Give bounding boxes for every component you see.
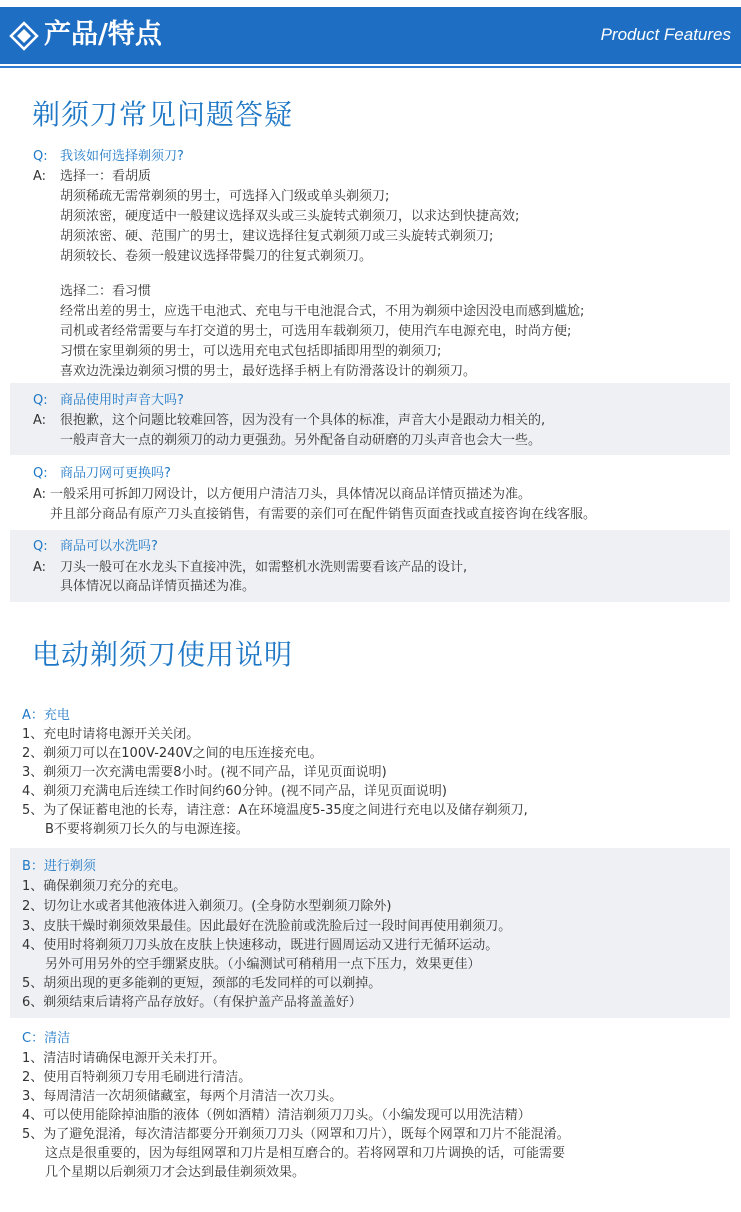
manual-line: 1、充电时请将电源开关关闭。 xyxy=(22,727,200,742)
manual-shaving xyxy=(10,848,730,1018)
manual-line: B不要将剃须刀长久的与电源连接。 xyxy=(45,822,249,837)
manual-line: 4、剃须刀充满电后连续工作时间约60分钟。(视不同产品，详见页面说明) xyxy=(22,784,447,799)
answer-line: 胡须浓密，硬度适中一般建议选择双头或三头旋转式剃须刀，以求达到快捷高效; xyxy=(60,209,520,224)
answer-line: 选择二：看习惯 xyxy=(60,284,152,299)
manual-line: 另外可用另外的空手绷紧皮肤。（小编测试可稍稍用一点下压力，效果更佳） xyxy=(45,957,481,972)
answer-line: 具体情况以商品详情页描述为准。 xyxy=(60,579,256,594)
answer-prefix: A: xyxy=(33,560,47,575)
answer-line: 选择一：看胡质 xyxy=(60,169,152,184)
manual-line: 2、剃须刀可以在100V-240V之间的电压连接充电。 xyxy=(22,746,323,761)
manual-section-title: 电动剃须刀使用说明 xyxy=(32,638,294,671)
manual-line: 5、为了保证蓄电池的长寿，请注意：A在环境温度5-35度之间进行充电以及储存剃须刀, xyxy=(22,803,528,818)
answer-line: 一般采用可拆卸刀网设计，以方便用户清洁刀头，具体情况以商品详情页描述为准。 xyxy=(50,487,532,502)
faq-item-noise xyxy=(10,383,730,455)
manual-line: 2、使用百特剃须刀专用毛刷进行清洁。 xyxy=(22,1070,252,1085)
manual-line: 4、使用时将剃须刀刀头放在皮肤上快速移动，既进行圆周运动又进行无循环运动。 xyxy=(22,938,499,953)
question-text: 商品刀网可更换吗? xyxy=(60,466,171,481)
manual-line: 5、胡须出现的更多能剃的更短，颈部的毛发同样的可以剃掉。 xyxy=(22,976,382,991)
answer-line: 经常出差的男士，应选干电池式、充电与干电池混合式，不用为剃须中途因没电而感到尴尬; xyxy=(60,304,585,319)
banner-divider xyxy=(0,66,741,68)
manual-line: 3、皮肤干燥时剃须效果最佳。因此最好在洗脸前或洗脸后过一段时间再使用剃须刀。 xyxy=(22,919,512,934)
answer-line: 胡须稀疏无需常剃须的男士，可选择入门级或单头剃须刀; xyxy=(60,189,390,204)
manual-heading: B：进行剃须 xyxy=(22,859,96,874)
question-text: 商品使用时声音大吗? xyxy=(60,393,184,408)
manual-line: 2、切勿让水或者其他液体进入剃须刀。(全身防水型剃须刀除外) xyxy=(22,899,392,914)
manual-line: 3、每周清洁一次胡须储藏室，每两个月清洁一次刀头。 xyxy=(22,1089,343,1104)
manual-line: 1、清洁时请确保电源开关未打开。 xyxy=(22,1051,226,1066)
question-prefix: Q: xyxy=(33,393,48,408)
question-text: 我该如何选择剃须刀? xyxy=(60,149,184,164)
answer-line: 并且部分商品有原产刀头直接销售，有需要的亲们可在配件销售页面查找或直接咨询在线客服。 xyxy=(50,507,597,522)
diamond-logo-icon xyxy=(9,21,39,51)
answer-line: 刀头一般可在水龙头下直接冲洗，如需整机水洗则需要看该产品的设计, xyxy=(60,560,468,575)
manual-line: 这点是很重要的，因为每组网罩和刀片是相互磨合的。若将网罩和刀片调换的话，可能需要 xyxy=(45,1146,566,1161)
question-prefix: Q: xyxy=(33,466,48,481)
banner-subtitle: Product Features xyxy=(600,25,731,44)
faq-item-washable xyxy=(10,530,730,602)
manual-line: 1、确保剃须刀充分的充电。 xyxy=(22,879,187,894)
question-text: 商品可以水洗吗? xyxy=(60,539,158,554)
answer-line: 喜欢边洗澡边剃须习惯的男士，最好选择手柄上有防滑落设计的剃须刀。 xyxy=(60,364,477,379)
answer-line: 胡须较长、卷须一般建议选择带鬓刀的往复式剃须刀。 xyxy=(60,249,373,264)
answer-line: 司机或者经常需要与车打交道的男士，可选用车载剃须刀，使用汽车电源充电，时尚方便; xyxy=(60,324,572,339)
answer-line: 习惯在家里剃须的男士，可以选用充电式包括即插即用型的剃须刀; xyxy=(60,344,442,359)
answer-prefix: A: xyxy=(33,169,47,184)
answer-line: 胡须浓密、硬、范围广的男士，建议选择往复式剃须刀或三头旋转式剃须刀; xyxy=(60,229,494,244)
question-prefix: Q: xyxy=(33,149,48,164)
answer-line: 很抱歉，这个问题比较难回答，因为没有一个具体的标准，声音大小是跟动力相关的, xyxy=(60,413,546,428)
faq-section-title: 剃须刀常见问题答疑 xyxy=(32,98,294,131)
header-banner xyxy=(0,7,741,64)
manual-heading: A：充电 xyxy=(22,708,70,723)
answer-line: 一般声音大一点的剃须刀的动力更强劲。另外配备自动研磨的刀头声音也会大一些。 xyxy=(60,433,542,448)
banner-title: 产品/特点 xyxy=(44,19,162,50)
answer-prefix: A: xyxy=(33,487,47,502)
manual-line: 4、可以使用能除掉油脂的液体（例如酒精）清洁剃须刀刀头。（小编发现可以用洗洁精） xyxy=(22,1108,531,1123)
manual-line: 几个星期以后剃须刀才会达到最佳剃须效果。 xyxy=(45,1165,306,1180)
answer-prefix: A: xyxy=(33,413,47,428)
manual-line: 3、剃须刀一次充满电需要8小时。(视不同产品，详见页面说明) xyxy=(22,765,387,780)
question-prefix: Q: xyxy=(33,539,48,554)
manual-heading: C：清洁 xyxy=(22,1031,71,1046)
manual-line: 5、为了避免混淆，每次清洁都要分开剃须刀刀头（网罩和刀片），既每个网罩和刀片不能混淆。 xyxy=(22,1127,570,1142)
manual-line: 6、剃须结束后请将产品存放好。（有保护盖产品将盖盖好） xyxy=(22,995,362,1010)
